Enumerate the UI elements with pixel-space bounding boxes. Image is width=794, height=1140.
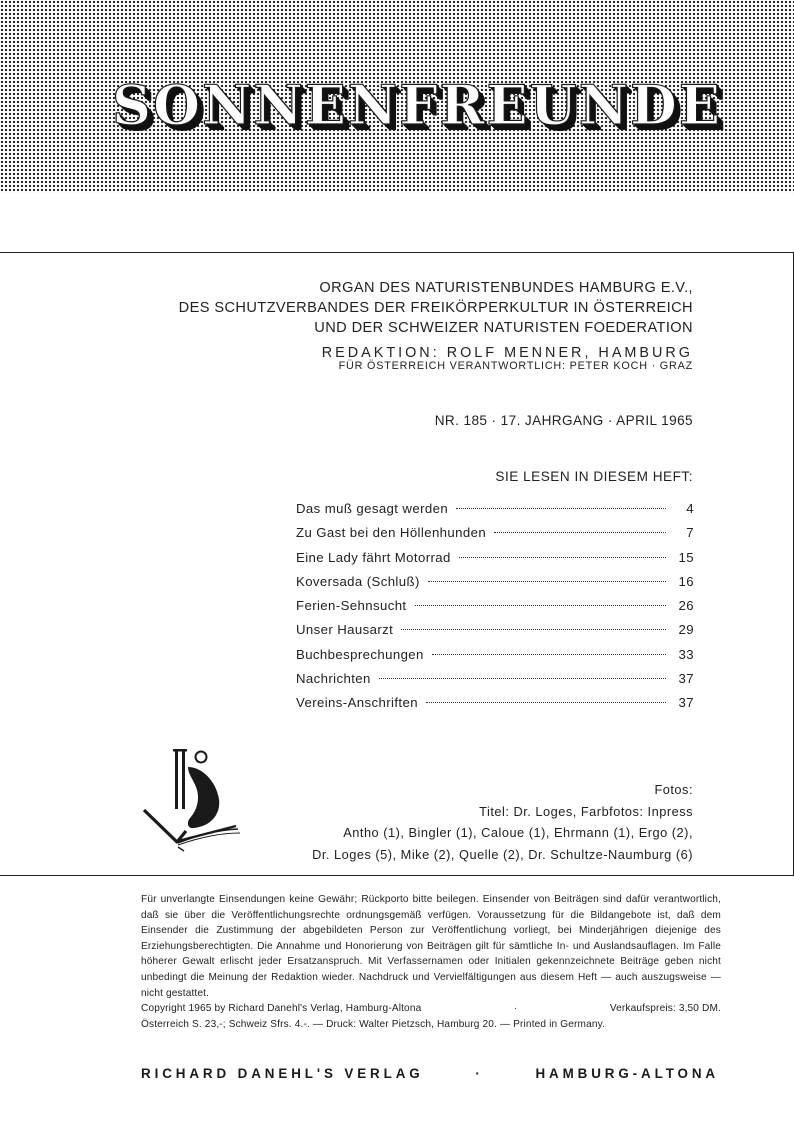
toc-item[interactable]: [296, 622, 694, 646]
organization-block: [179, 278, 693, 338]
toc-item-title: Eine Lady fährt Motorrad: [296, 549, 451, 565]
toc-item-page: 7: [686, 525, 694, 541]
legal-paragraph: Für unverlangte Einsendungen keine Gewähr; Rückporto bitte beilegen. Einsender von Beiträgen sind dafür verantwortlich, daß sie über die Veröffentlichungsrechte ordnungsgemäß verfügen. Voraussetzung für die Bildangebote ist, daß dem Einsender die Zustimmung der abgebildeten Person zur Veröffentlichung vorliegt, bei Minderjährigen diejenige des Erziehungsberechtigten. Die Annahme und Honorierung von Beiträgen gilt für sämtliche In- und Auslandsauflagen. Im Falle höherer Gewalt erlischt jeder Ersatzanspruch. Mit Verfassernamen oder Initialen gekennzeichnete Beiträge geben nicht unbedingt die Meinung der Redaktion wieder. Nachdruck und Vervielfältigungen aus diesem Heft — auch auszugsweise — nicht gestattet.: [141, 894, 721, 999]
toc-item-title: Zu Gast bei den Höllenhunden: [296, 525, 487, 541]
toc-item-page: 26: [678, 598, 694, 614]
publisher-name: RICHARD DANEHL'S VERLAG: [141, 1066, 424, 1081]
masthead: [0, 60, 794, 150]
toc-leader-dots: [494, 532, 666, 533]
toc-item-page: 29: [678, 622, 694, 638]
toc-leader-dots: [401, 629, 666, 630]
table-of-contents: [296, 501, 694, 720]
editor-line: REDAKTION: ROLF MENNER, HAMBURG: [321, 345, 693, 361]
organization-line: UND DER SCHWEIZER NATURISTEN FOEDERATION: [314, 320, 693, 336]
toc-leader-dots: [379, 678, 666, 679]
toc-leader-dots: [459, 557, 666, 558]
toc-heading: SIE LESEN IN DIESEM HEFT:: [495, 469, 693, 484]
publisher-logo-icon: [138, 747, 250, 857]
photo-credits: [312, 779, 693, 865]
copyright-text: Copyright 1965 by Richard Danehl's Verlag, Hamburg-Altona: [141, 1003, 422, 1015]
organization-line: DES SCHUTZVERBANDES DER FREIKÖRPERKULTUR IN ÖSTERREICH: [178, 300, 693, 316]
copyright-separator: ·: [513, 1003, 518, 1015]
toc-item[interactable]: [296, 598, 694, 622]
austria-responsible-line: FÜR ÖSTERREICH VERANTWORTLICH: PETER KOCH · GRAZ: [338, 360, 693, 372]
toc-item[interactable]: [296, 501, 694, 525]
toc-leader-dots: [415, 605, 667, 606]
toc-item[interactable]: [296, 525, 694, 549]
toc-item-page: 15: [678, 549, 694, 565]
toc-item-title: Unser Hausarzt: [296, 622, 394, 638]
toc-leader-dots: [456, 508, 666, 509]
toc-leader-dots: [432, 654, 666, 655]
photo-credits-line: Dr. Loges (5), Mike (2), Quelle (2), Dr. Schultze-Naumburg (6): [312, 846, 693, 862]
toc-item-page: 16: [678, 573, 694, 589]
toc-item-title: Das muß gesagt werden: [296, 501, 449, 516]
toc-item-page: 33: [678, 646, 694, 662]
toc-item[interactable]: [296, 574, 694, 598]
toc-item-title: Ferien-Sehnsucht: [296, 598, 407, 614]
toc-item[interactable]: [296, 550, 694, 574]
toc-leader-dots: [426, 702, 666, 703]
toc-item[interactable]: [296, 671, 694, 695]
issue-info: NR. 185 · 17. JAHRGANG · APRIL 1965: [434, 413, 693, 428]
toc-item-title: Vereins-Anschriften: [296, 695, 418, 711]
photo-credits-heading: Fotos:: [654, 782, 693, 797]
footer-separator: ·: [475, 1066, 484, 1081]
publisher-city: HAMBURG-ALTONA: [535, 1066, 719, 1081]
toc-item-title: Nachrichten: [296, 671, 371, 687]
toc-item-page: 37: [678, 671, 694, 687]
toc-leader-dots: [428, 581, 666, 582]
publisher-footer: [141, 1066, 719, 1081]
toc-item[interactable]: [296, 647, 694, 671]
copyright-line: [141, 1001, 721, 1017]
austria-price-line: Österreich S. 23,-; Schweiz Sfrs. 4.-. — Druck: Walter Pietzsch, Hamburg 20. — Printed in Germany.: [141, 1018, 606, 1030]
toc-item-title: Buchbesprechungen: [296, 646, 424, 662]
toc-item-page: 37: [678, 695, 694, 711]
content-panel: [0, 252, 794, 876]
organization-line: ORGAN DES NATURISTENBUNDES HAMBURG E.V.,: [319, 280, 693, 296]
toc-item-page: 4: [686, 501, 694, 516]
toc-item-title: Koversada (Schluß): [296, 573, 420, 589]
photo-credits-line: Antho (1), Bingler (1), Caloue (1), Ehrmann (1), Ergo (2),: [343, 825, 693, 840]
price-text: Verkaufspreis: 3,50 DM.: [609, 1003, 721, 1015]
legal-notice: [141, 892, 721, 1032]
toc-item[interactable]: [296, 695, 694, 719]
photo-credits-line: Titel: Dr. Loges, Farbfotos: Inpress: [479, 803, 693, 819]
masthead-title: SONNENFREUNDE: [111, 73, 723, 137]
